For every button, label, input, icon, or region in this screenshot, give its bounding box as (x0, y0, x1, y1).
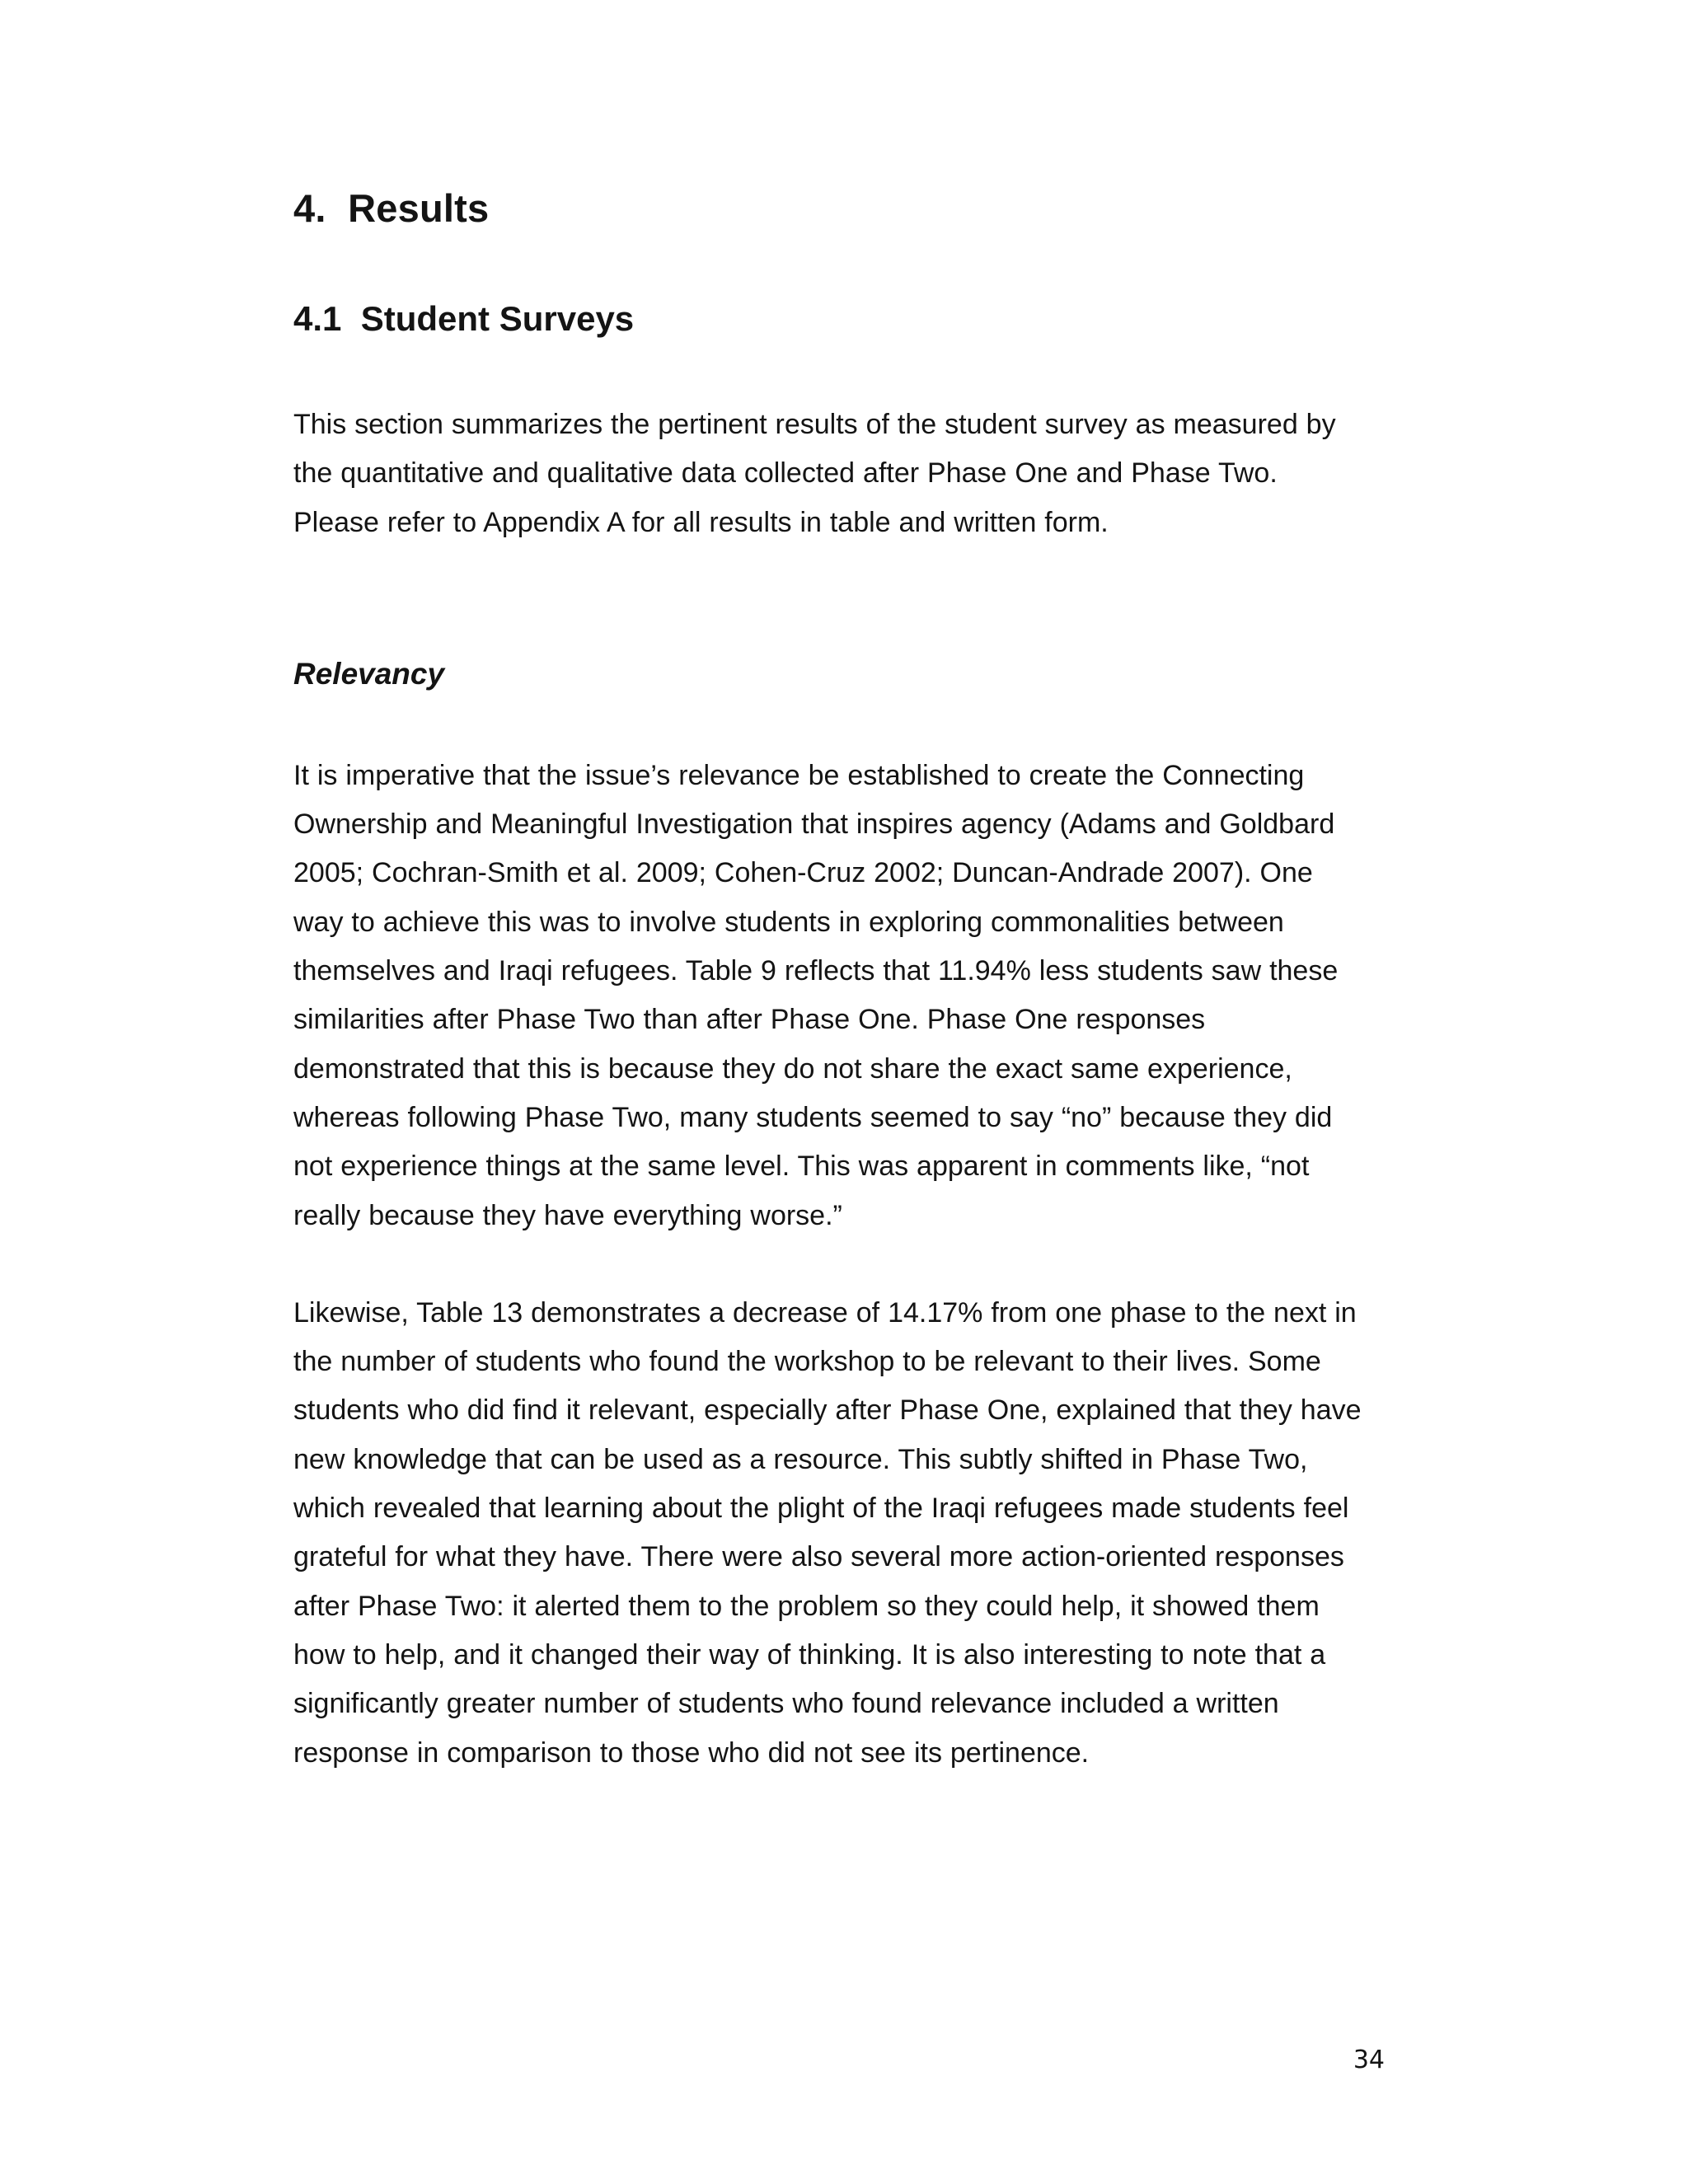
text-line: new knowledge that can be used as a resource. This subtly shifted in Phase Two, (293, 1443, 1308, 1475)
section-heading (293, 293, 1390, 344)
text-line: It is imperative that the issue’s relevance be established to create the Connecting (293, 759, 1305, 791)
text-line: Please refer to Appendix A for all results in table and written form. (293, 506, 1109, 538)
text-line: really because they have everything worse.” (293, 1199, 842, 1231)
section-number: 4.1 (293, 299, 342, 338)
page-number: 34 (1353, 2046, 1385, 2074)
text-line: response in comparison to those who did not see its pertinence. (293, 1736, 1090, 1769)
text-line: the number of students who found the workshop to be relevant to their lives. Some (293, 1346, 1321, 1378)
text-line: which revealed that learning about the plight of the Iraqi refugees made students feel (293, 1493, 1349, 1525)
text-line: significantly greater number of students who found relevance included a written (293, 1688, 1279, 1720)
text-line: demonstrated that this is because they do not share the exact same experience, (293, 1052, 1292, 1085)
text-line: after Phase Two: it alerted them to the problem so they could help, it showed them (293, 1590, 1320, 1622)
section-title: Student Surveys (360, 299, 635, 338)
relevancy-paragraph-2 (293, 1289, 1390, 1778)
text-line: grateful for what they have. There were also several more action-oriented responses (293, 1541, 1344, 1573)
text-line: not experience things at the same level. This was apparent in comments like, “not (293, 1151, 1310, 1183)
text-line: Ownership and Meaningful Investigation that inspires agency (Adams and Goldbard (293, 808, 1335, 841)
text-line: the quantitative and qualitative data collected after Phase One and Phase Two. (293, 457, 1278, 490)
text-line: This section summarizes the pertinent results of the student survey as measured by (293, 409, 1336, 440)
text-line: way to achieve this was to involve students in exploring commonalities between (293, 906, 1284, 938)
text-line: themselves and Iraqi refugees. Table 9 reflects that 11.94% less students saw these (293, 955, 1339, 987)
chapter-number: 4. (293, 186, 326, 230)
chapter-title: Results (348, 186, 490, 230)
text-line: similarities after Phase Two than after Phase One. Phase One responses (293, 1004, 1206, 1036)
text-line: how to help, and it changed their way of thinking. It is also interesting to note that a (293, 1638, 1326, 1671)
text-line: whereas following Phase Two, many students seemed to say “no” because they did (293, 1101, 1333, 1133)
text-line: students who did find it relevant, especially after Phase One, explained that they have (293, 1394, 1362, 1427)
page-content (293, 181, 1390, 1778)
relevancy-paragraph-1 (293, 752, 1390, 1240)
text-line: Likewise, Table 13 demonstrates a decrease of 14.17% from one phase to the next in (293, 1296, 1357, 1329)
chapter-heading (293, 181, 1390, 236)
intro-paragraph (293, 401, 1390, 547)
subsection-heading: Relevancy (293, 656, 445, 691)
text-line: 2005; Cochran-Smith et al. 2009; Cohen-Cruz 2002; Duncan-Andrade 2007). One (293, 857, 1313, 889)
